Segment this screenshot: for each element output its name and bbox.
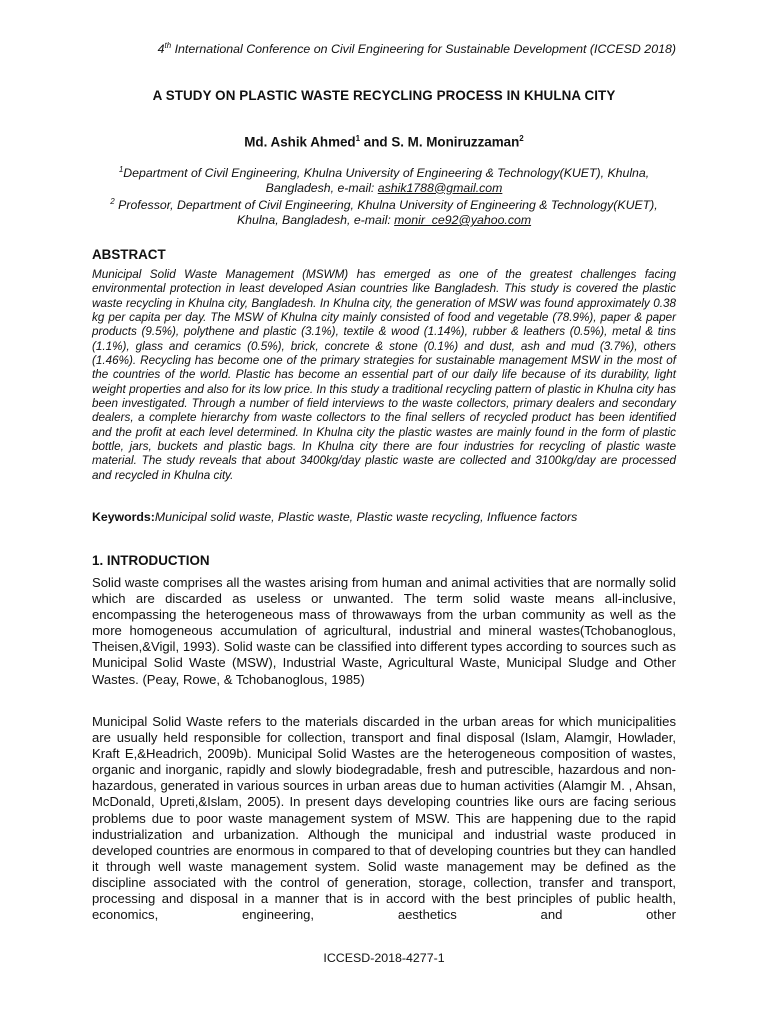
page-footer-id: ICCESD-2018-4277-1 [323,951,445,965]
author-1-affil-mark: 1 [355,134,361,143]
email-link-1[interactable]: ashik1788@gmail.com [377,180,503,195]
affiliation-1 [92,163,676,195]
affiliation-1-text: Department of Civil Engineering, Khulna University of Engineering & Technology(KUET), Khulna, Bangladesh, e-mail: [123,166,650,195]
affiliation-2-mark: 2 [110,197,115,207]
conference-number-suffix: th [164,41,172,50]
keywords-text: Municipal solid waste, Plastic waste, Plastic waste recycling, Influence factors [154,510,578,524]
author-line [0,134,768,149]
author-conjunction: and [360,134,392,150]
email-link-2[interactable]: monir_ce92@yahoo.com [394,212,532,227]
abstract-text: Municipal Solid Waste Management (MSWM) has emerged as one of the greatest challenges facing environmental protection in least developed Asian countries like Bangladesh. This study is covered the plastic waste recycling in Khulna city, Bangladesh. In Khulna city, the generation of MSW was found approximately 0.38 kg per capita per day. The MSW of Khulna city mainly consisted of food and vegetable (78.9%), paper & paper products (9.5%), polythene and plastic (3.1%), textile & wood (1.14%), rubber & leathers (0.5%), metal & tins (1.1%), glass and ceramics (0.5%), brick, concrete & stone (0.1%) and dust, ash and mud (3.7%), others (1.46%). Recycling has become one of the primary strategies for sustainable management MSW in the most of the countries of the world. Plastic has become an essential part of our daily life because of its durability, light weight properties and also for its low price. In this study a traditional recycling pattern of plastic in Khulna city has been investigated. Through a number of field interviews to the waste collectors, primary dealers and secondary dealers, a complete hierarchy from waste collectors to the final sellers of recycled product has been identified and the profit at each level determined. In Khulna city the plastic wastes are mainly found in the form of plastic bottle, jars, buckets and plastic bags. In Khulna city there are four industries for recycling of plastic waste material. The study reveals that about 3400kg/day plastic waste are collected and 3100kg/day are processed and recycled in Khulna city. [92,268,676,482]
keywords-line [92,510,676,524]
abstract-heading: ABSTRACT [92,247,166,262]
conference-name: International Conference on Civil Engineering for Sustainable Development (ICCESD 2018) [171,42,676,57]
affiliation-1-mark: 1 [118,165,124,174]
affiliations [92,163,676,228]
paper-title: A STUDY ON PLASTIC WASTE RECYCLING PROCESS IN KHULNA CITY [152,88,616,103]
author-2-affil-mark: 2 [519,134,524,143]
author-2: S. M. Moniruzzaman [391,134,520,150]
conference-header [158,41,676,56]
conference-number: 4 [157,42,165,57]
author-1: Md. Ashik Ahmed [244,134,356,150]
introduction-paragraph-1: Solid waste comprises all the wastes arising from human and animal activities that are normally solid which are discarded as useless or unwanted. The term solid waste means all-inclusive, encompassing the heterogeneous mass of throwaways from the urban community as well as the more homogeneous accumulation of agricultural, industrial and mineral wastes(Tchobanoglous, Theisen,&Vigil, 1993). Solid waste can be classified into different types according to sources such as Municipal Solid Waste (MSW), Industrial Waste, Agricultural Waste, Municipal Sludge and Other Wastes. (Peay, Rowe, & Tchobanoglous, 1985) [92,575,676,687]
affiliation-2-text: Professor, Department of Civil Engineering, Khulna University of Engineering & Technology(KUET), Khulna, Bangladesh, e-mail: [114,198,658,227]
introduction-paragraph-2: Municipal Solid Waste refers to the materials discarded in the urban areas for which municipalities are usually held responsible for collection, transport and final disposal (Islam, Alamgir, Howlader, Kraft E,&Headrich, 2009b). Municipal Solid Wastes are the heterogeneous composition of wastes, organic and inorganic, rapidly and slowly biodegradable, fresh and putrescible, hazardous and non-hazardous, generated in various sources in urban areas due to human activities (Alamgir M. , Ahsan, McDonald, Upreti,&Islam, 2005). In present days developing countries like ours are facing serious problems due to poor waste management system of MSW. This are happening due to the rapid industrialization and urbanization. Although the municipal and industrial waste produced in developed countries are enormous in compared to that of developing countries but they can handled it through well waste management system. Solid waste management may be defined as the discipline associated with the control of generation, storage, collection, transfer and transport, processing and disposal in a manner that is in accord with the best principles of public health, economics, engineering, aesthetics and other [92,714,676,923]
affiliation-2 [92,195,676,227]
introduction-heading: 1. INTRODUCTION [92,553,210,568]
keywords-label: Keywords: [92,510,155,524]
